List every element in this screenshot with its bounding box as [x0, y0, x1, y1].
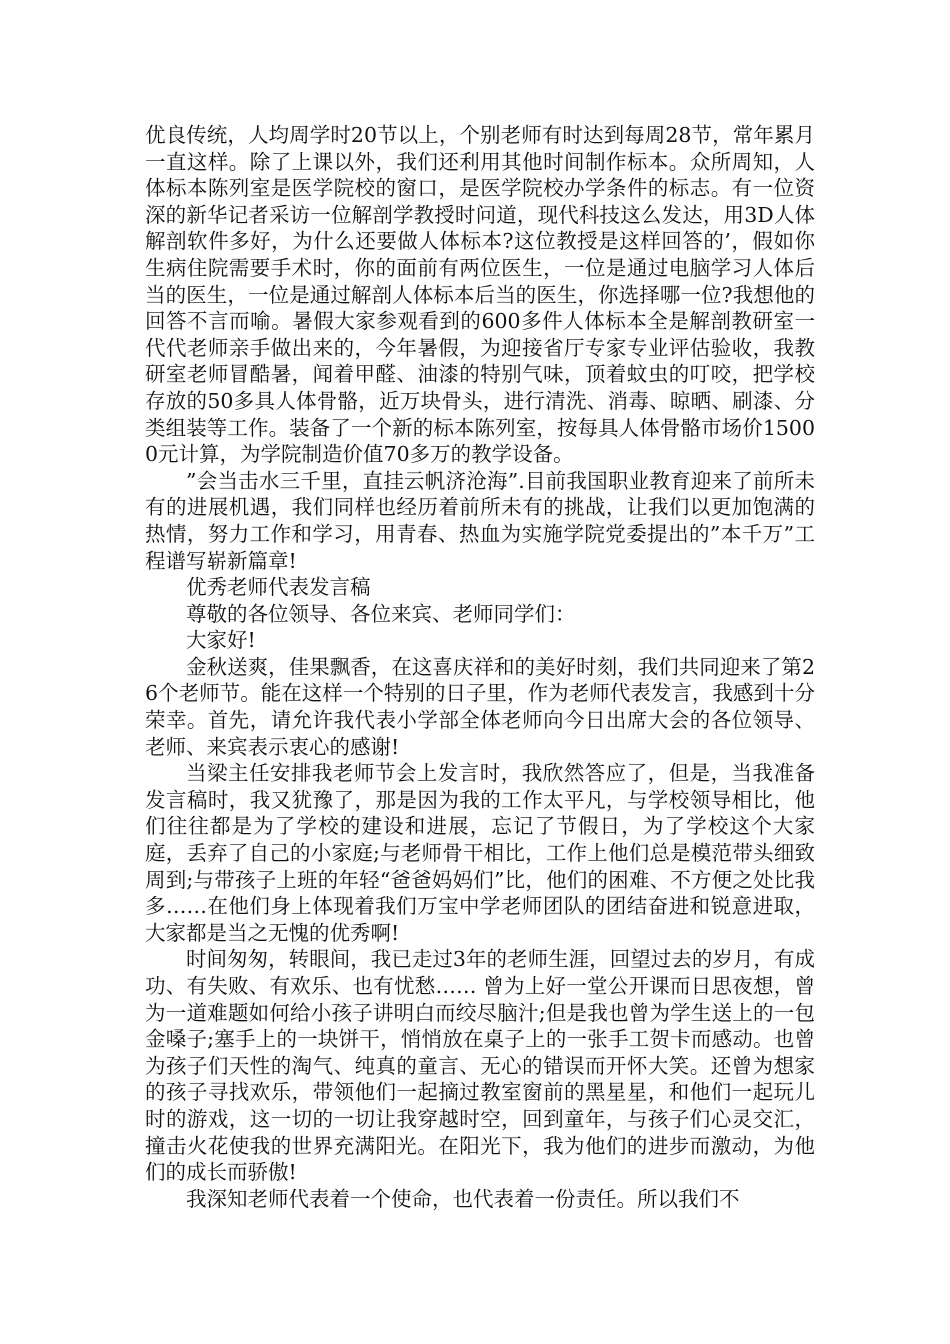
salutation: 尊敬的各位领导、各位来宾、老师同学们：: [186, 601, 576, 626]
paragraph-6: 我深知老师代表着一个使命，也代表着一份责任。所以我们不: [186, 1186, 740, 1211]
paragraph-3: 金秋送爽，佳果飘香，在这喜庆祥和的美好时刻，我们共同迎来了第26个老师节。能在这样一个特别的日子里，作为老师代表发言，我感到十分荣幸。首先，请允许我代表小学部全体老师向今日出席大会的各位领导、老师、来宾表示衷心的感谢!: [145, 654, 815, 759]
greeting: 大家好!: [186, 628, 256, 653]
paragraph-2: ”会当击水三千里，直挂云帆济沧海”.目前我国职业教育迎来了前所未有的进展机遇，我们同样也经历着前所未有的挑战，让我们以更加饱满的热情，努力工作和学习，用青春、热血为实施学院党委提出的”本千万”工程谱写崭新篇章!: [145, 468, 815, 573]
paragraph-1: 优良传统，人均周学时20节以上，个别老师有时达到每周28节，常年累月一直这样。除了上课以外，我们还利用其他时间制作标本。众所周知，人体标本陈列室是医学院校的窗口，是医学院校办学条件的标志。有一位资深的新华记者采访一位解剖学教授时问道，现代科技这么发达，用3D人体解剖软件多好，为什么还要做人体标本?这位教授是这样回答的’，假如你生病住院需要手术时，你的面前有两位医生，一位是通过电脑学习人体后当的医生，一位是通过解剖人体标本后当的医生，你选择哪一位?我想他的回答不言而喻。暑假大家参观看到的600多件人体标本全是解剖教研室一代代老师亲手做出来的，今年暑假，为迎接省厅专家专业评估验收，我教研室老师冒酷暑，闻着甲醛、油漆的特别气味，顶着蚊虫的叮咬，把学校存放的50多具人体骨骼，近万块骨头，进行清洗、消毒、晾晒、刷漆、分类组装等工作。装备了一个新的标本陈列室，按每具人体骨骼市场价15000元计算，为学院制造价值70多万的教学设备。: [145, 123, 815, 467]
paragraph-4: 当梁主任安排我老师节会上发言时，我欣然答应了，但是，当我准备发言稿时，我又犹豫了，那是因为我的工作太平凡，与学校领导相比，他们往往都是为了学校的建设和进展，忘记了节假日，为了学校这个大家庭，丢弃了自己的小家庭;与老师骨干相比，工作上他们总是模范带头细致周到;与带孩子上班的年轻“爸爸妈妈们”比，他们的困难、不方便之处比我多……在他们身上体现着我们万宝中学老师团队的团结奋进和锐意进取，大家都是当之无愧的优秀啊!: [145, 761, 815, 945]
paragraph-5: 时间匆匆，转眼间，我已走过3年的老师生涯，回望过去的岁月，有成功、有失败、有欢乐、也有忧愁…… 曾为上好一堂公开课而日思夜想，曾为一道难题如何给小孩子讲明白而绞尽脑汁;但是我也曾为学生送上的一包金嗓子;塞手上的一块饼干，悄悄放在桌子上的一张手工贺卡而感动。也曾为孩子们天性的淘气、纯真的童言、无心的错误而开怀大笑。还曾为想家的孩子寻找欢乐，带领他们一起摘过教室窗前的黑星星，和他们一起玩儿时的游戏，这一切的一切让我穿越时空，回到童年，与孩子们心灵交汇，撞击火花使我的世界充满阳光。在阳光下，我为他们的进步而激动，为他们的成长而骄傲!: [145, 947, 815, 1185]
document-page: [145, 122, 815, 1212]
speech-title: 优秀老师代表发言稿: [186, 575, 371, 600]
